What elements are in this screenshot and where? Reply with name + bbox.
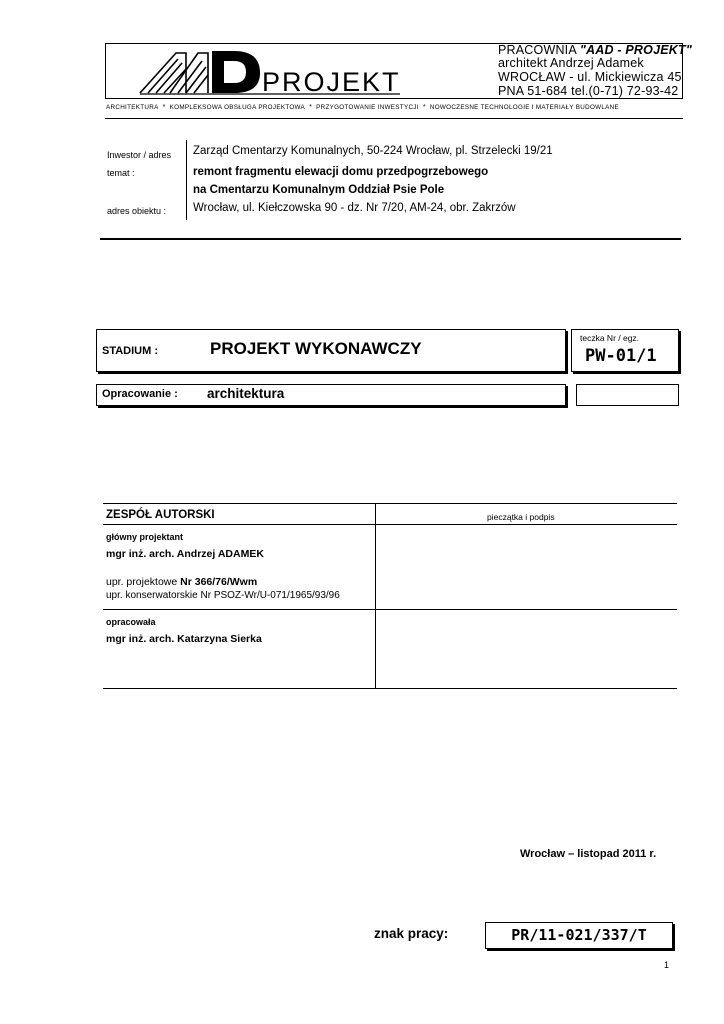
tagline-item: PRZYGOTOWANIE INWESTYCJI (316, 104, 419, 111)
opracowanie-value: architektura (207, 386, 285, 401)
main-designer-name: mgr inż. arch. Andrzej ADAMEK (106, 548, 264, 560)
topic-label: temat : (107, 168, 135, 178)
topic-line-1: remont fragmentu elewacji domu przedpogrzebowego (193, 166, 489, 178)
tagline-separator: * (422, 104, 426, 111)
tagline-item: NOWOCZESNE TECHNOLOGIE I MATERIAŁY BUDOWLANE (429, 104, 620, 111)
tagline-separator: * (162, 104, 166, 111)
tagline-separator: * (309, 104, 313, 111)
teczka-box (571, 329, 679, 372)
teczka-value: PW-01/1 (585, 346, 657, 366)
opracowanie-label: Opracowanie : (102, 388, 178, 400)
license-1 (106, 576, 257, 588)
main-designer-role: główny projektant (106, 532, 184, 542)
tagline-rule (105, 118, 683, 119)
table-rule (103, 503, 677, 504)
info-rule (100, 238, 681, 240)
opracowanie-box (96, 384, 566, 406)
firm-line-3 (498, 70, 682, 84)
job-number-box (485, 922, 673, 949)
teczka-label: teczka Nr / egz. (580, 333, 640, 343)
page-number: 1 (664, 960, 670, 970)
tagline-item: KOMPLEKSOWA OBSŁUGA PROJEKTOWA (169, 104, 306, 111)
topic-line-2: na Cmentarzu Komunalnym Oddział Psie Pole (193, 184, 445, 196)
stadium-label: STADIUM : (102, 345, 159, 357)
place-date: Wrocław – listopad 2011 r. (520, 848, 657, 860)
table-rule (103, 609, 677, 610)
firm-line-1 (498, 43, 692, 57)
info-divider (186, 140, 187, 220)
table-rule (103, 524, 677, 525)
firm-line-2 (498, 56, 644, 70)
stadium-box (96, 329, 566, 372)
stamp-header: pieczątka i podpis (487, 512, 555, 522)
author-name: mgr inż. arch. Katarzyna Sierka (106, 633, 262, 645)
address-label: adres obiektu : (107, 206, 167, 216)
author-team-table (103, 503, 677, 689)
logo-text: PROJEKT (262, 67, 401, 97)
firm-address: WROCŁAW - ul. Mickiewicza 45 (498, 70, 682, 84)
license-1-number: Nr 366/76/Wwm (180, 576, 258, 588)
aad-projekt-logo (138, 47, 403, 97)
tagline (106, 104, 684, 111)
author-role: opracowała (106, 617, 156, 627)
job-number-label: znak pracy: (374, 926, 449, 941)
investor-label: Inwestor / adres (107, 150, 172, 160)
firm-label: PRACOWNIA (498, 43, 580, 57)
architect-name: architekt Andrzej Adamek (498, 56, 644, 70)
job-number-value: PR/11-021/337/T (511, 926, 647, 944)
investor-value: Zarząd Cmentarzy Komunalnych, 50-224 Wrocław, pl. Strzelecki 19/21 (193, 145, 553, 157)
team-title: ZESPÓŁ AUTORSKI (106, 509, 215, 521)
table-rule (103, 688, 677, 689)
firm-line-4 (498, 84, 678, 98)
opracowanie-side-box (576, 384, 679, 406)
firm-name: "AAD - PROJEKT" (579, 43, 692, 57)
address-value: Wrocław, ul. Kiełczowska 90 - dz. Nr 7/20, AM-24, obr. Zakrzów (193, 202, 516, 214)
license-1-prefix: upr. projektowe (106, 576, 181, 588)
table-column-divider (375, 503, 376, 689)
stadium-value: PROJEKT WYKONAWCZY (210, 339, 422, 358)
license-2: upr. konserwatorskie Nr PSOZ-Wr/U-071/1965/93/96 (106, 590, 340, 601)
tagline-item: ARCHITEKTURA (106, 104, 159, 111)
firm-phone: PNA 51-684 tel.(0-71) 72-93-42 (498, 84, 679, 98)
